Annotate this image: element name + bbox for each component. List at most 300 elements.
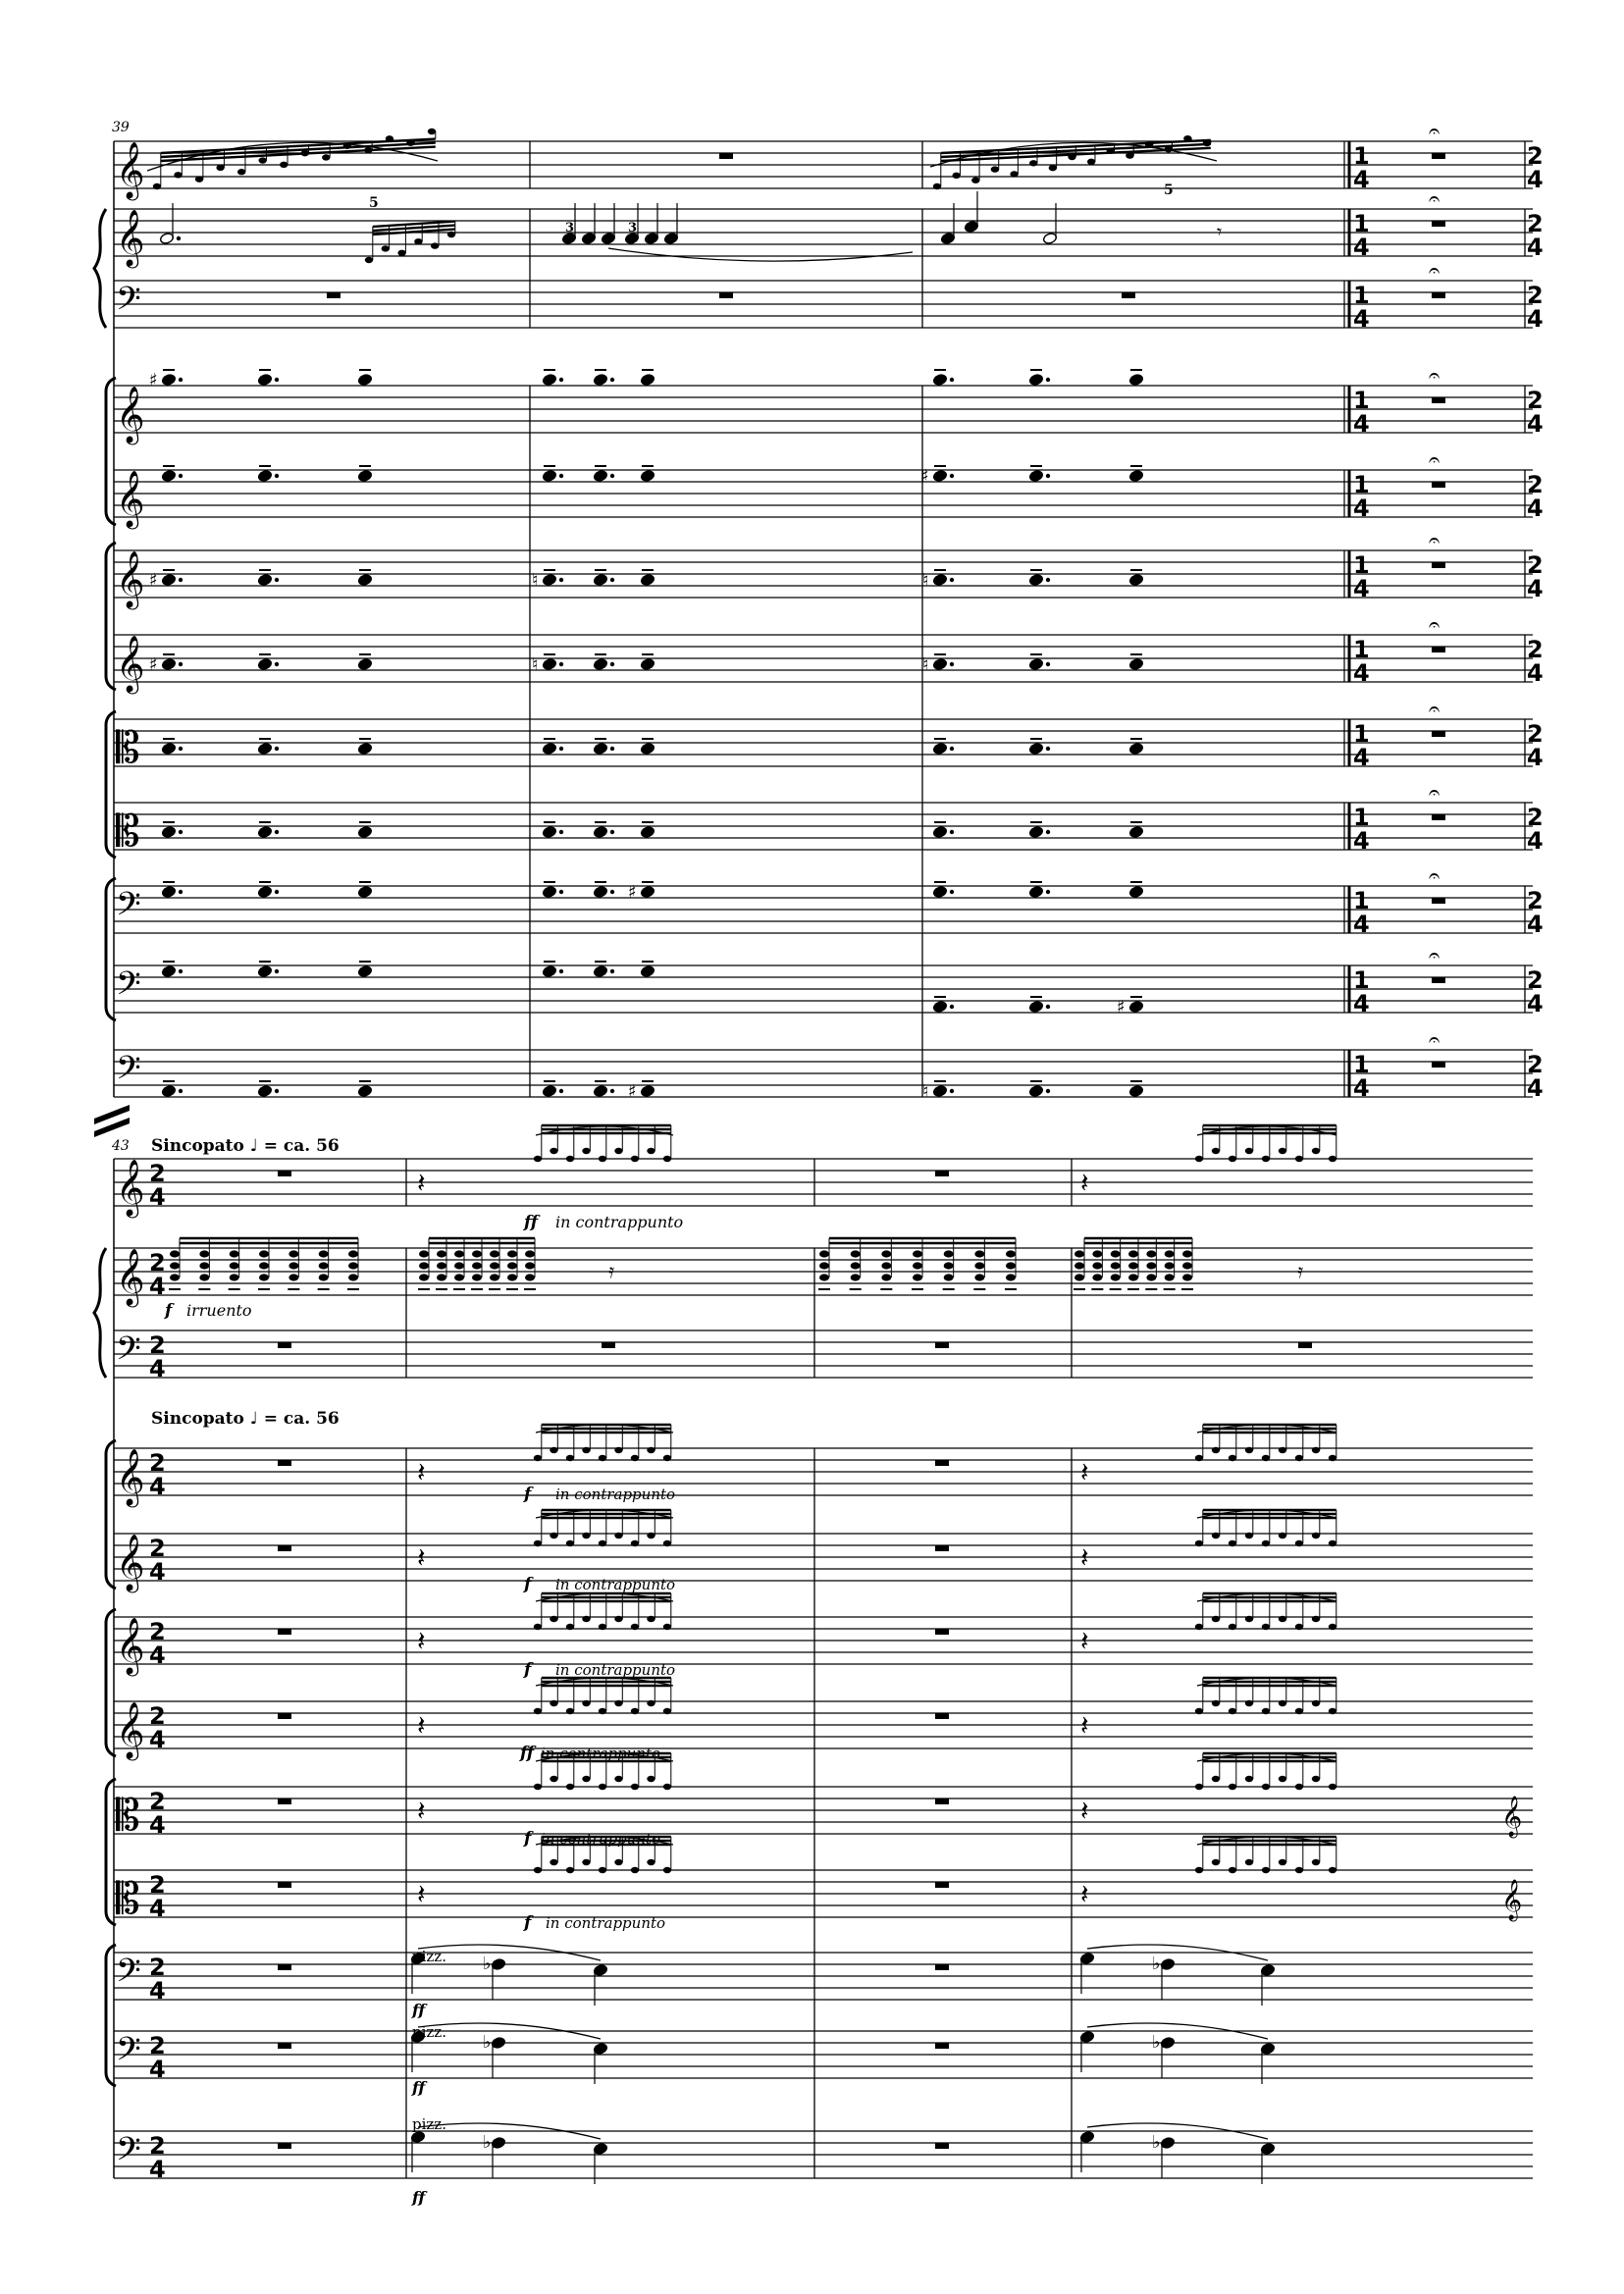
bass-clef: 𝄢 [116, 281, 141, 326]
bass-clef: 𝄢 [116, 1330, 141, 1376]
chord-notehead [913, 1274, 922, 1280]
chord-notehead [288, 1250, 298, 1257]
notehead [1028, 825, 1043, 838]
augmentation-dot [950, 830, 954, 834]
notehead-small [1329, 1708, 1336, 1714]
chord-notehead [1146, 1274, 1156, 1280]
notehead-small [631, 1784, 639, 1790]
notehead [932, 573, 947, 586]
notehead-small [631, 1540, 639, 1546]
sharp-accidental: ♯ [149, 654, 158, 675]
fermata: 𝄐 [1429, 612, 1441, 636]
notehead-small [1229, 1156, 1236, 1162]
notehead [257, 469, 272, 482]
sharp-accidental: ♯ [628, 1081, 637, 1102]
tuplet-label: 3 [628, 221, 638, 235]
notehead [161, 825, 176, 838]
notehead-small [1195, 1455, 1203, 1461]
notehead-small [1245, 1616, 1253, 1622]
notehead-small [1279, 1776, 1286, 1782]
treble-clef: 𝄞 [116, 1534, 145, 1590]
notehead [357, 825, 372, 838]
time-signature-den: 4 [1353, 234, 1370, 261]
time-signature-den: 4 [1353, 990, 1370, 1017]
quarter-rest: 𝄽 [417, 1456, 426, 1488]
notehead-small [614, 1148, 622, 1154]
chord-notehead [1111, 1262, 1121, 1269]
time-signature-num: 1 [1353, 551, 1370, 579]
whole-rest [935, 1342, 949, 1348]
notehead [640, 469, 655, 482]
time-signature-den: 4 [1527, 990, 1544, 1017]
notehead-small [1262, 1156, 1270, 1162]
notehead-small [1195, 1784, 1203, 1790]
augmentation-dot [559, 890, 563, 894]
fermata: 𝄐 [1429, 1027, 1441, 1051]
notehead-small [1312, 1447, 1320, 1453]
time-signature-num: 1 [1353, 636, 1370, 663]
notehead-small [1262, 1624, 1270, 1630]
notehead-small [1279, 1700, 1286, 1706]
notehead-small [1312, 1533, 1320, 1538]
notehead-small [1295, 1708, 1303, 1714]
time-signature-num: 1 [1353, 804, 1370, 831]
chord-notehead [490, 1262, 499, 1269]
notehead-small [1329, 1455, 1336, 1461]
notehead-small [647, 1776, 655, 1782]
notehead-small [1279, 1533, 1286, 1538]
chord-notehead [437, 1274, 446, 1280]
notehead-small [647, 1148, 655, 1154]
quarter-rest: 𝄽 [417, 1167, 426, 1199]
notehead [1128, 1084, 1143, 1097]
time-signature-den: 4 [1353, 659, 1370, 687]
flat-accidental: ♭ [483, 1954, 492, 1974]
notehead [644, 232, 658, 244]
notehead [1128, 885, 1143, 898]
time-signature-num: 2 [1527, 387, 1544, 414]
notehead [542, 469, 556, 482]
fermata: 𝄐 [1429, 697, 1441, 720]
chord-notehead [913, 1262, 922, 1269]
notehead [257, 885, 272, 898]
augmentation-dot [610, 662, 614, 666]
notehead-small [933, 183, 941, 189]
notehead [357, 742, 372, 755]
measure-number-39: 39 [112, 120, 130, 135]
notehead-small [599, 1156, 606, 1162]
notehead [1260, 2042, 1275, 2055]
whole-rest [1432, 977, 1445, 983]
notehead [1160, 2036, 1175, 2049]
whole-rest [1432, 898, 1445, 904]
time-signature-num: 1 [1353, 387, 1370, 414]
notehead-small [1229, 1784, 1236, 1790]
chord-notehead [199, 1274, 209, 1280]
notehead [491, 1957, 505, 1970]
fermata: 𝄐 [1429, 943, 1441, 966]
whole-rest [278, 1460, 291, 1466]
whole-rest [719, 292, 733, 298]
bass-clef: 𝄢 [116, 2031, 141, 2076]
notehead [161, 742, 176, 755]
time-signature-den: 4 [1527, 1074, 1544, 1102]
alto-clef: 𝄡 [116, 723, 140, 773]
chord-notehead [974, 1274, 984, 1280]
notehead-small [582, 1776, 590, 1782]
notehead-small [599, 1867, 606, 1873]
whole-rest [1432, 153, 1445, 159]
sharp-accidental: ♯ [628, 882, 637, 903]
notehead [640, 657, 655, 670]
notehead-small [237, 169, 245, 175]
augmentation-dot [559, 1089, 563, 1093]
notehead [161, 657, 176, 670]
brace [94, 1248, 106, 1378]
time-signature-den: 4 [1527, 744, 1544, 771]
chord-notehead [1165, 1250, 1175, 1257]
notehead [932, 742, 947, 755]
time-signature-num: 2 [149, 1331, 166, 1359]
chord-notehead [472, 1250, 482, 1257]
chord-notehead [881, 1274, 891, 1280]
whole-rest [935, 1171, 949, 1176]
chord-notehead [472, 1262, 482, 1269]
notehead [161, 885, 176, 898]
time-signature-den: 4 [1353, 911, 1370, 938]
expression-text: irruento [186, 1301, 252, 1320]
chord-notehead [525, 1250, 535, 1257]
notehead-small [534, 1156, 542, 1162]
notehead-small [614, 1533, 622, 1538]
fermata: 𝄐 [1429, 447, 1441, 471]
system-1 [94, 119, 1544, 1102]
pizz-label: pizz. [412, 1948, 446, 1965]
augmentation-dot [179, 890, 183, 894]
notehead [1028, 469, 1043, 482]
notehead-small [1212, 1533, 1220, 1538]
dynamic-mark: ff [412, 2001, 426, 2019]
time-signature-num: 1 [1353, 887, 1370, 914]
notehead-small [1279, 1616, 1286, 1622]
notehead [932, 657, 947, 670]
chord-notehead [1111, 1274, 1121, 1280]
notehead-small [534, 1624, 542, 1630]
whole-rest [935, 2043, 949, 2049]
notehead-small [1245, 1776, 1253, 1782]
sixteenth-rest: 𝄿 [1297, 1259, 1304, 1282]
notehead-small [322, 154, 330, 160]
notehead [542, 742, 556, 755]
half-note [159, 232, 174, 244]
flat-accidental: ♭ [1152, 2132, 1161, 2153]
time-signature-den: 4 [149, 2156, 166, 2183]
notehead-small [647, 1700, 655, 1706]
notehead-small [1312, 1616, 1320, 1622]
quarter-rest: 𝄽 [417, 1795, 426, 1827]
notehead-small [631, 1455, 639, 1461]
brace [94, 209, 106, 328]
augmentation-dot [275, 662, 279, 666]
time-signature-den: 4 [149, 1811, 166, 1839]
time-signature-den: 4 [1353, 495, 1370, 522]
time-signature-num: 1 [1353, 966, 1370, 994]
notehead-small [1295, 1540, 1303, 1546]
notehead-small [1212, 1700, 1220, 1706]
chord-notehead [1128, 1250, 1138, 1257]
time-signature-den: 4 [1353, 410, 1370, 438]
notehead-small [1087, 159, 1095, 165]
chord-notehead [1111, 1250, 1121, 1257]
time-signature-num: 2 [1527, 551, 1544, 579]
notehead [1128, 1000, 1143, 1013]
notehead-small [1295, 1867, 1303, 1873]
time-signature-num: 1 [1353, 210, 1370, 237]
augmentation-dot [275, 474, 279, 478]
notehead-small [1229, 1867, 1236, 1873]
chord-notehead [944, 1250, 954, 1257]
notehead-small [991, 166, 999, 172]
notehead-small [365, 257, 373, 263]
chord-notehead [288, 1262, 298, 1269]
dynamic-mark: f [524, 1913, 532, 1933]
augmentation-dot [179, 1089, 183, 1093]
notehead-small [280, 162, 288, 168]
chord-notehead [419, 1250, 429, 1257]
flat-accidental: ♭ [1152, 1954, 1161, 1974]
notehead-small [566, 1455, 574, 1461]
time-signature-den: 4 [149, 1726, 166, 1753]
notehead-small [614, 1700, 622, 1706]
notehead-small [1262, 1784, 1270, 1790]
augmentation-dot [1046, 890, 1050, 894]
quarter-rest: 𝄽 [1080, 1541, 1089, 1574]
notehead [357, 573, 372, 586]
notehead [1028, 373, 1043, 386]
sharp-accidental: ♯ [1117, 997, 1126, 1017]
expression-text: in contrappunto [546, 1914, 666, 1932]
natural-accidental: ♮ [922, 654, 929, 675]
notehead-small [663, 1455, 671, 1461]
treble-clef: 𝄞 [116, 386, 145, 443]
notehead [357, 469, 372, 482]
notehead-small [153, 183, 161, 189]
whole-rest [1432, 292, 1445, 298]
chord-notehead [1128, 1262, 1138, 1269]
notehead-small [550, 1447, 557, 1453]
quarter-rest: 𝄽 [1080, 1456, 1089, 1488]
time-signature-num: 1 [1353, 471, 1370, 498]
chord-notehead [419, 1274, 429, 1280]
notehead [640, 825, 655, 838]
time-signature-den: 4 [1527, 827, 1544, 855]
augmentation-dot [275, 1089, 279, 1093]
notehead-small [663, 1784, 671, 1790]
chord-notehead [525, 1262, 535, 1269]
time-signature-den: 4 [1527, 575, 1544, 602]
notehead [593, 742, 607, 755]
augmentation-dot [610, 378, 614, 382]
augmentation-dot [179, 830, 183, 834]
augmentation-dot [179, 662, 183, 666]
notehead-small [397, 250, 405, 256]
time-signature-den: 4 [1353, 575, 1370, 602]
whole-rest [327, 292, 341, 298]
notehead-small [631, 1624, 639, 1630]
time-signature-den: 4 [1527, 911, 1544, 938]
dynamic-mark: ff [520, 1744, 535, 1763]
notehead-small [566, 1624, 574, 1630]
notehead [257, 573, 272, 586]
alto-clef: 𝄡 [116, 807, 140, 857]
notehead [640, 373, 655, 386]
augmentation-dot [1046, 747, 1050, 751]
time-signature-num: 2 [149, 1249, 166, 1277]
notehead-small [582, 1616, 590, 1622]
whole-rest [935, 1460, 949, 1466]
notehead-small [550, 1616, 557, 1622]
chord-notehead [419, 1262, 429, 1269]
chord-notehead [259, 1250, 269, 1257]
chord-notehead [319, 1250, 329, 1257]
notehead-small [447, 232, 455, 237]
notehead [1128, 469, 1143, 482]
notehead [357, 965, 372, 977]
chord-notehead [230, 1274, 239, 1280]
whole-rest [278, 2143, 291, 2149]
chord-notehead [490, 1274, 499, 1280]
notehead-small [647, 1859, 655, 1865]
augmentation-dot [610, 1089, 614, 1093]
time-signature-den: 4 [1527, 659, 1544, 687]
notehead [932, 825, 947, 838]
chord-notehead [881, 1250, 891, 1257]
sharp-accidental: ♯ [920, 466, 929, 487]
notehead [593, 885, 607, 898]
time-signature-den: 4 [1527, 166, 1544, 193]
time-signature-den: 4 [149, 1355, 166, 1382]
notehead-small [1245, 1148, 1253, 1154]
whole-rest [935, 1964, 949, 1970]
notehead-small [1245, 1447, 1253, 1453]
notehead-small [663, 1867, 671, 1873]
chord-notehead [851, 1262, 861, 1269]
bass-clef: 𝄢 [116, 1953, 141, 1998]
time-signature-den: 4 [149, 1558, 166, 1586]
chord-notehead [1074, 1262, 1084, 1269]
notehead-small [1229, 1455, 1236, 1461]
augmentation-dot [559, 578, 563, 582]
notehead-small [1279, 1148, 1286, 1154]
time-signature-den: 4 [149, 1642, 166, 1669]
notehead-small [1262, 1540, 1270, 1546]
notehead [161, 469, 176, 482]
notehead [1128, 825, 1143, 838]
treble-clef: 𝄞 [116, 635, 145, 692]
notehead-small [1229, 1540, 1236, 1546]
chord-notehead [288, 1274, 298, 1280]
notehead [357, 1084, 372, 1097]
notehead [257, 825, 272, 838]
augmentation-dot [559, 474, 563, 478]
augmentation-dot [559, 969, 563, 973]
notehead-small [566, 1708, 574, 1714]
augmentation-dot [179, 747, 183, 751]
augmentation-dot [1046, 1005, 1050, 1009]
notehead [1028, 742, 1043, 755]
chord-notehead [1128, 1274, 1138, 1280]
notehead-small [216, 165, 224, 171]
notehead-small [1295, 1624, 1303, 1630]
notehead-small [1245, 1533, 1253, 1538]
augmentation-dot [559, 378, 563, 382]
notehead-small [414, 238, 422, 244]
chord-notehead [170, 1274, 180, 1280]
notehead [601, 232, 615, 244]
chord-notehead [507, 1274, 517, 1280]
notehead-small [614, 1616, 622, 1622]
augmentation-dot [610, 830, 614, 834]
time-signature-num: 1 [1353, 142, 1370, 170]
chord-notehead [1006, 1262, 1016, 1269]
notehead [640, 965, 655, 977]
chord-notehead [819, 1250, 829, 1257]
chord-notehead [437, 1250, 446, 1257]
time-signature-den: 4 [1353, 744, 1370, 771]
treble-clef: 𝄞 [116, 1448, 145, 1505]
expression-text: in contrappunto [555, 1213, 684, 1231]
notehead-small [1245, 1700, 1253, 1706]
time-signature-num: 2 [1527, 636, 1544, 663]
whole-rest [1432, 397, 1445, 403]
notehead-small [1029, 160, 1037, 166]
flat-accidental: ♭ [483, 2032, 492, 2053]
augmentation-dot [179, 378, 183, 382]
notehead-small [582, 1859, 590, 1865]
augmentation-dot [559, 662, 563, 666]
measure-number-43: 43 [112, 1138, 130, 1154]
notehead-small [663, 1156, 671, 1162]
whole-rest [935, 2143, 949, 2149]
fermata: 𝄐 [1429, 119, 1441, 142]
whole-rest [278, 1545, 291, 1551]
whole-rest [1432, 647, 1445, 652]
dynamic-mark: f [524, 1660, 532, 1680]
notehead [491, 2136, 505, 2149]
time-signature-den: 4 [149, 1895, 166, 1922]
notehead-small [382, 245, 390, 251]
treble-clef: 𝄞 [116, 1701, 145, 1758]
augmentation-dot [275, 969, 279, 973]
notehead [593, 657, 607, 670]
notehead-small [663, 1624, 671, 1630]
notehead [1128, 657, 1143, 670]
notehead [593, 573, 607, 586]
time-signature-den: 4 [1527, 410, 1544, 438]
whole-rest [935, 1629, 949, 1635]
quarter-rest: 𝄽 [1080, 1795, 1089, 1827]
notehead-small [258, 157, 266, 163]
chord-notehead [170, 1262, 180, 1269]
notehead-small [428, 129, 436, 134]
notehead [1028, 657, 1043, 670]
whole-rest [278, 1171, 291, 1176]
notehead [1160, 1957, 1175, 1970]
notehead [940, 232, 955, 244]
chord-notehead [454, 1250, 464, 1257]
notehead-small [631, 1867, 639, 1873]
notehead [542, 573, 556, 586]
